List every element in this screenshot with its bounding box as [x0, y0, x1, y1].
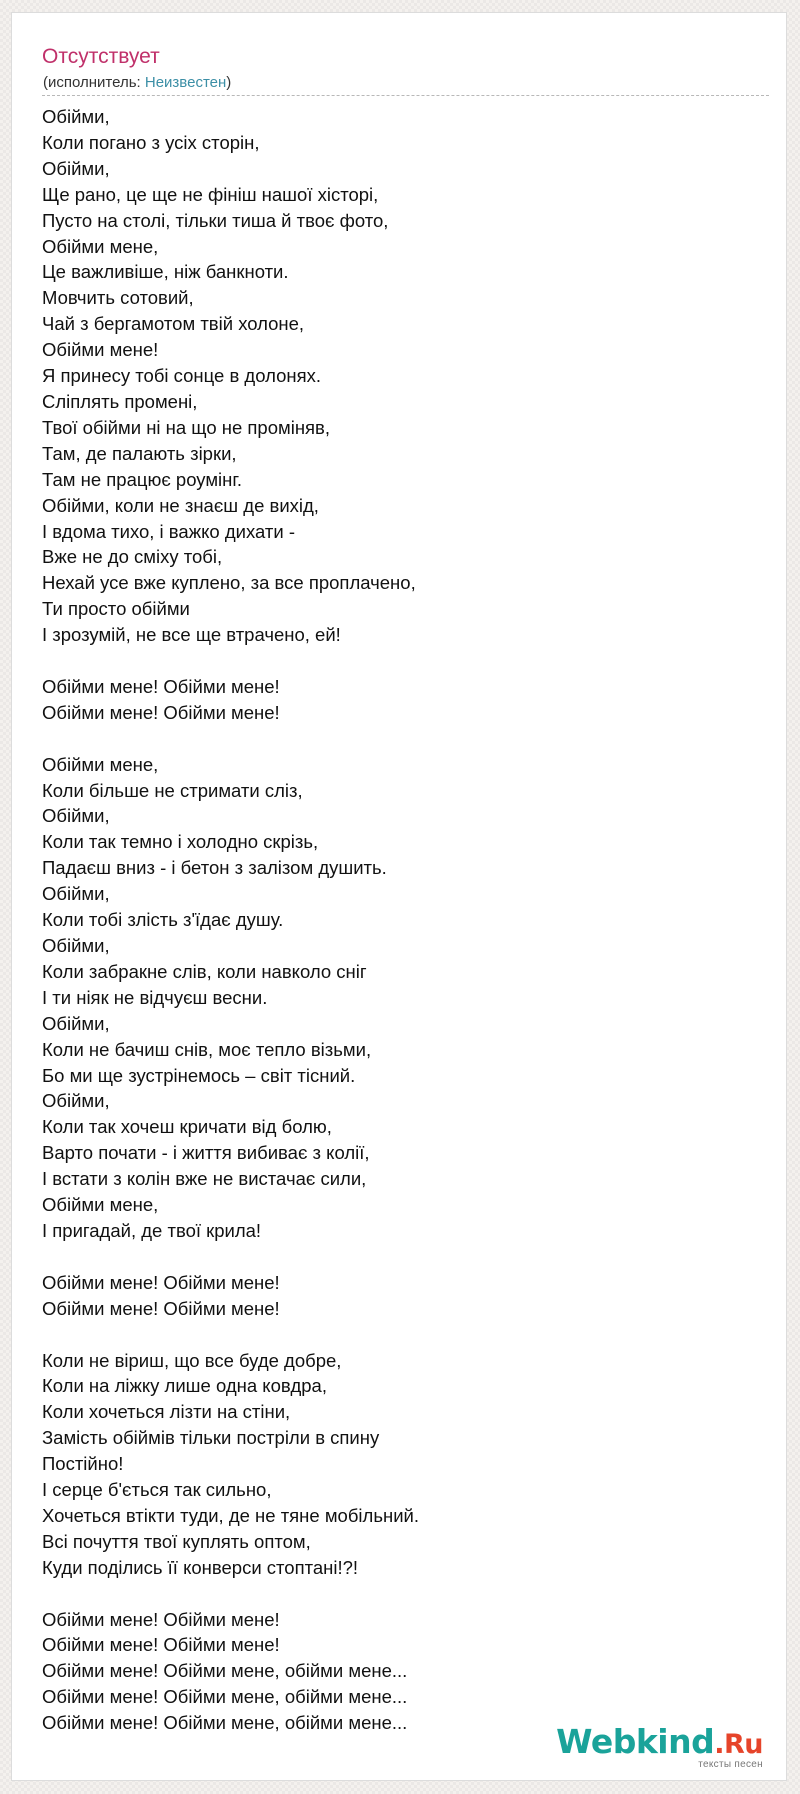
performer-label-open: (исполнитель: — [43, 74, 145, 91]
performer-link[interactable]: Неизвестен — [144, 74, 227, 91]
logo-tagline: тексты песен — [698, 1759, 763, 1770]
performer-line — [43, 74, 231, 91]
logo-suffix-text: .Ru — [714, 1729, 763, 1760]
logo-main-text: Webkind — [556, 1722, 715, 1761]
lyrics-card — [11, 12, 787, 1781]
site-logo[interactable] — [556, 1722, 763, 1770]
header-divider — [42, 95, 769, 96]
song-title: Отсутствует — [42, 45, 160, 68]
lyrics-text: Обійми, Коли погано з усіх сторін, Обійми, Ще рано, це ще не фініш нашої хісторі, Пусто на столі, тільки тиша й твоє фото, Обійми мене, Це важливіше, ніж банкноти. Мовчить сотовий, Чай з бергамотом твій холоне, Обійми мене! Я принесу тобі сонце в долонях. Сліплять промені, Твої обійми ні на що не проміняв, Там, де палають зірки, Там не працює роумінг. Обійми, коли не знаєш де вихід, І вдома тихо, і важко дихати - Вже не до сміху тобі, Нехай усе вже куплено, за все проплачено, Ти просто обійми І зрозумій, не все ще втрачено, ей! Обійми мене! Обійми мене! Обійми мене! Обійми мене! Обійми мене, Коли більше не стримати сліз, Обійми, Коли так темно і холодно скрізь, Падаєш вниз - і бетон з залізом душить. Обійми, Коли тобі злість з'їдає душу. Обійми, Коли забракне слів, коли навколо сніг І ти ніяк не відчуєш весни. Обійми, Коли не бачиш снів, моє тепло візьми, Бо ми ще зустрінемось – світ тісний. Обійми, Коли так хочеш кричати від болю, Варто почати - і життя вибиває з колії, І встати з колін вже не вистачає сили, Обійми мене, І пригадай, де твої крила! Обійми мене! Обійми мене! Обійми мене! Обійми мене! Коли не віриш, що все буде добре, Коли на ліжку лише одна ковдра, Коли хочеться лізти на стіни, Замість обіймів тільки постріли в спину Постійно! І серце б'ється так сильно, Хочеться втікти туди, де не тяне мобільний. Всі почуття твої куплять оптом, Куди поділись її конверси стоптані!?! Обійми мене! Обійми мене! Обійми мене! Обійми мене! Обійми мене! Обійми мене, обійми мене... Обійми мене! Обійми мене, обійми мене... Обійми мене! Обійми мене, обійми мене... — [42, 106, 420, 1734]
performer-label-close: ) — [226, 74, 232, 91]
logo-wordmark — [556, 1722, 763, 1761]
